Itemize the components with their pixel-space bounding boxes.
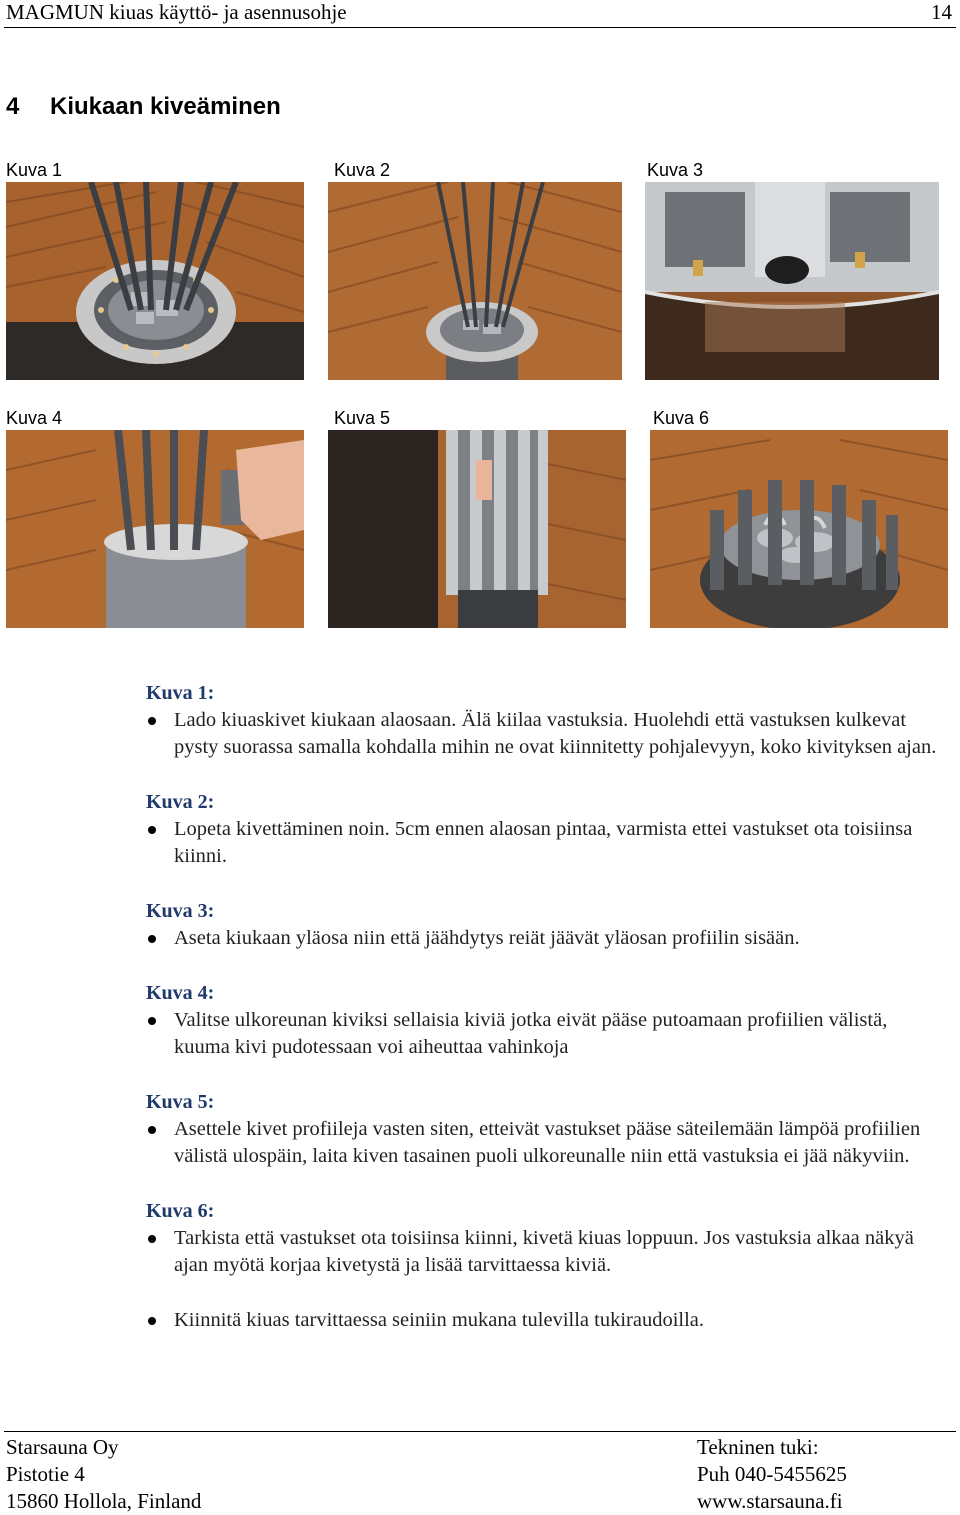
photo-placing-outer-stones [6,430,304,628]
instruction-heading: Kuva 4: [146,982,215,1004]
header-divider [4,27,956,28]
footer-support-label: Tekninen tuki: [697,1435,819,1459]
photo-stove-base-stones [6,182,304,380]
photo-stove-stones-level [328,182,622,380]
instruction-kuva-1 [146,680,946,761]
photo-upper-part-fitting [645,182,939,380]
footer-street: Pistotie 4 [6,1462,85,1486]
photo-finished-stove [650,430,948,628]
instruction-heading: Kuva 2: [146,791,215,813]
instruction-kuva-2 [146,789,946,870]
figure-caption-5: Kuva 5 [334,408,391,428]
instruction-heading: Kuva 3: [146,900,215,922]
instruction-bullet: Tarkista että vastukset ota toisiinsa kiinni, kivetä kiuas loppuun. Jos vastuksia alkaa näkyä ajan myötä korjaa kivetystä ja lisää tarvittaessa kiviä. [146,1225,946,1279]
instruction-heading: Kuva 6: [146,1200,215,1222]
instruction-kuva-3 [146,898,946,952]
instruction-kuva-6 [146,1198,946,1279]
figure-caption-2: Kuva 2 [334,160,391,180]
instructions-list [146,680,946,1334]
figure-caption-3: Kuva 3 [647,160,704,180]
instruction-bullet: Lado kiuaskivet kiukaan alaosaan. Älä kiilaa vastuksia. Huolehdi että vastuksen kulkevat pysty suorassa samalla kohdalla mihin ne ovat kiinnitetty pohjalevyyn, koko kivityksen ajan. [146,707,946,761]
footer-support [697,1434,847,1515]
footer-website-link[interactable]: www.starsauna.fi [697,1489,843,1513]
instruction-heading: Kuva 5: [146,1091,215,1113]
figure-caption-4: Kuva 4 [6,408,63,428]
photo-stones-against-profiles [328,430,626,628]
instruction-bullet: Asettele kivet profiileja vasten siten, etteivät vastukset pääse säteilemään lämpöä profiilien välistä ulospäin, laita kiven tasainen puoli ulkoreunalle niin että vastuksia ei jää näkyviin. [146,1116,946,1170]
footer-city: 15860 Hollola, Finland [6,1489,202,1513]
figure-caption-1: Kuva 1 [6,160,63,180]
instruction-bullet: Valitse ulkoreunan kiviksi sellaisia kiviä jotka eivät pääse putoamaan profiilien välistä, kuuma kivi pudotessaan voi aiheuttaa vahinkoja [146,1007,946,1061]
figure-caption-6: Kuva 6 [653,408,710,428]
instruction-kuva-4 [146,980,946,1061]
instruction-heading: Kuva 1: [146,682,215,704]
final-instruction-bullet: Kiinnitä kiuas tarvittaessa seiniin mukana tulevilla tukiraudoilla. [146,1307,946,1334]
footer-divider [4,1431,956,1432]
instruction-bullet: Lopeta kivettäminen noin. 5cm ennen alaosan pintaa, varmista ettei vastukset ota toisiinsa kiinni. [146,816,946,870]
section-number: 4 [6,93,20,120]
footer-phone: Puh 040-5455625 [697,1462,847,1486]
instruction-bullet: Aseta kiukaan yläosa niin että jäähdytys reiät jäävät yläosan profiilin sisään. [146,925,946,952]
footer-company: Starsauna Oy [6,1435,119,1459]
instruction-kuva-5 [146,1089,946,1170]
page-number: 14 [931,0,952,24]
footer-address [6,1434,201,1515]
document-title: MAGMUN kiuas käyttö- ja asennusohje [6,0,347,24]
section-title: Kiukaan kiveäminen [50,93,281,120]
